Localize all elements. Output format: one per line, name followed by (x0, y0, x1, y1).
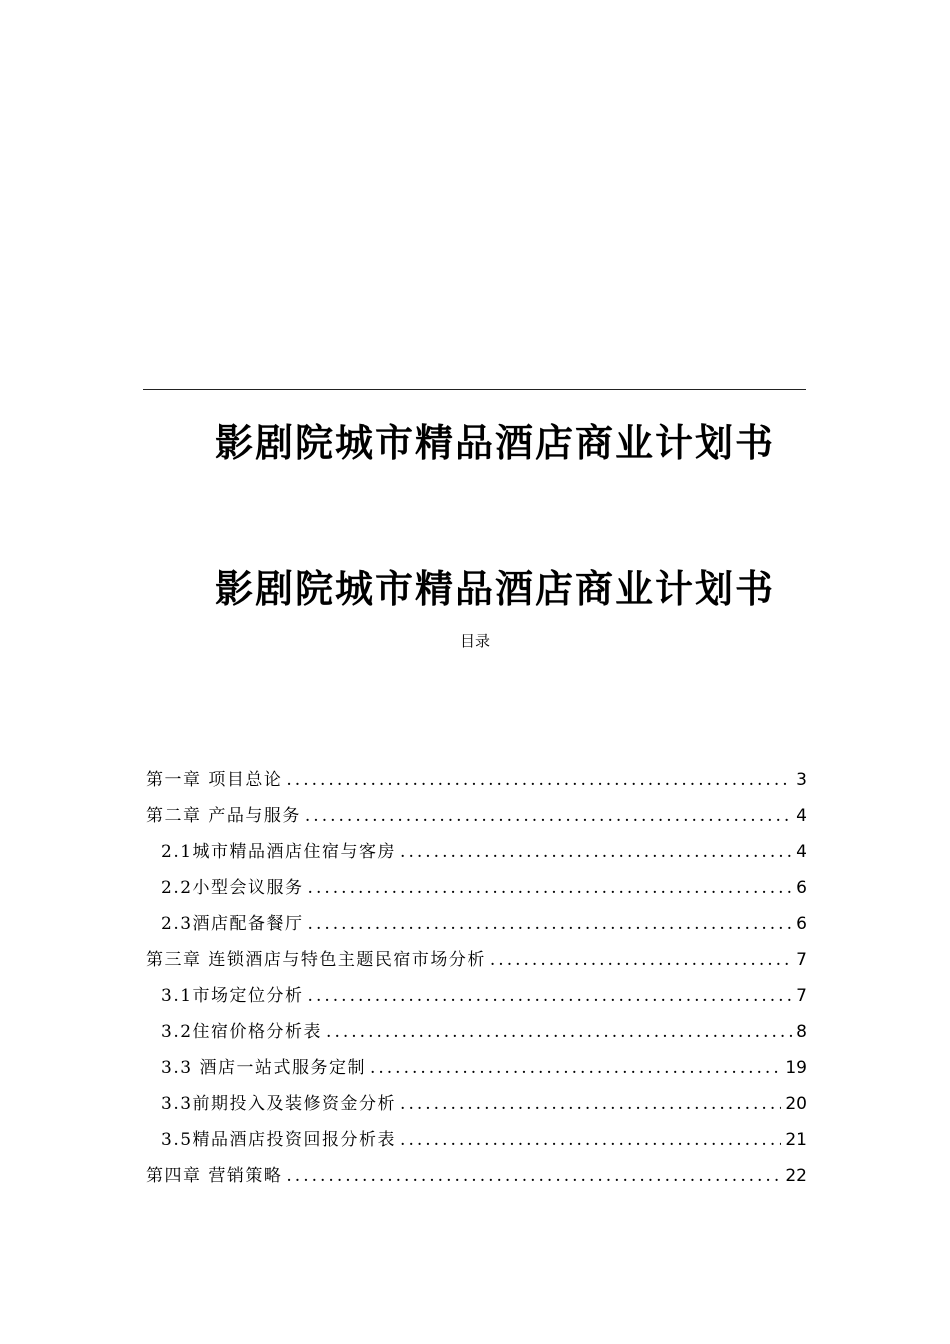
toc-entry[interactable] (146, 798, 807, 834)
toc-entry-label: 第四章 营销策略 (146, 1166, 283, 1186)
toc-entry[interactable] (146, 1014, 807, 1050)
toc-entry-page: 7 (796, 986, 807, 1006)
toc-entry-page: 3 (796, 770, 807, 790)
document-title-repeat: 影剧院城市精品酒店商业计划书 (214, 566, 775, 611)
toc-entry-label: 2.3酒店配备餐厅 (161, 914, 304, 934)
toc-entry[interactable] (146, 1086, 807, 1122)
toc-entry-page: 4 (796, 842, 807, 862)
toc-entry-label: 第二章 产品与服务 (146, 806, 301, 826)
toc-leader-dots (400, 834, 792, 870)
document-title: 影剧院城市精品酒店商业计划书 (214, 420, 775, 465)
toc-leader-dots (286, 762, 792, 798)
toc-entry-label: 3.3前期投入及装修资金分析 (161, 1094, 397, 1114)
toc-entry-label: 2.1城市精品酒店住宿与客房 (161, 842, 397, 862)
toc-entry-label: 2.2小型会议服务 (161, 878, 304, 898)
toc-entry-page: 21 (785, 1130, 807, 1150)
toc-entry-label: 3.5精品酒店投资回报分析表 (161, 1130, 397, 1150)
toc-heading: 目录 (459, 632, 490, 650)
toc-entry[interactable] (146, 870, 807, 906)
toc-entry[interactable] (146, 978, 807, 1014)
toc-entry[interactable] (146, 906, 807, 942)
toc-leader-dots (400, 1122, 781, 1158)
toc-entry[interactable] (146, 834, 807, 870)
toc-leader-dots (400, 1086, 781, 1122)
toc-entry-label: 第一章 项目总论 (146, 770, 283, 790)
toc-entry-label: 3.3 酒店一站式服务定制 (161, 1058, 366, 1078)
toc-entry-label: 3.2住宿价格分析表 (161, 1022, 323, 1042)
header-rule (143, 389, 806, 390)
toc-entry-page: 6 (796, 914, 807, 934)
toc-leader-dots (308, 870, 793, 906)
toc-entry[interactable] (146, 1158, 807, 1194)
toc-leader-dots (308, 978, 793, 1014)
toc-entry-label: 3.1市场定位分析 (161, 986, 304, 1006)
toc-entry-page: 7 (796, 950, 807, 970)
toc-entry[interactable] (146, 762, 807, 798)
toc-leader-dots (490, 942, 792, 978)
toc-entry[interactable] (146, 942, 807, 978)
toc-entry-page: 20 (785, 1094, 807, 1114)
toc-leader-dots (305, 798, 792, 834)
table-of-contents (146, 762, 807, 1194)
toc-entry-page: 8 (796, 1022, 807, 1042)
toc-leader-dots (308, 906, 793, 942)
toc-entry-page: 22 (785, 1166, 807, 1186)
toc-entry-page: 6 (796, 878, 807, 898)
toc-leader-dots (370, 1050, 781, 1086)
toc-leader-dots (286, 1158, 781, 1194)
toc-entry-label: 第三章 连锁酒店与特色主题民宿市场分析 (146, 950, 486, 970)
toc-entry-page: 19 (785, 1058, 807, 1078)
toc-entry[interactable] (146, 1050, 807, 1086)
toc-leader-dots (326, 1014, 792, 1050)
toc-entry-page: 4 (796, 806, 807, 826)
toc-entry[interactable] (146, 1122, 807, 1158)
